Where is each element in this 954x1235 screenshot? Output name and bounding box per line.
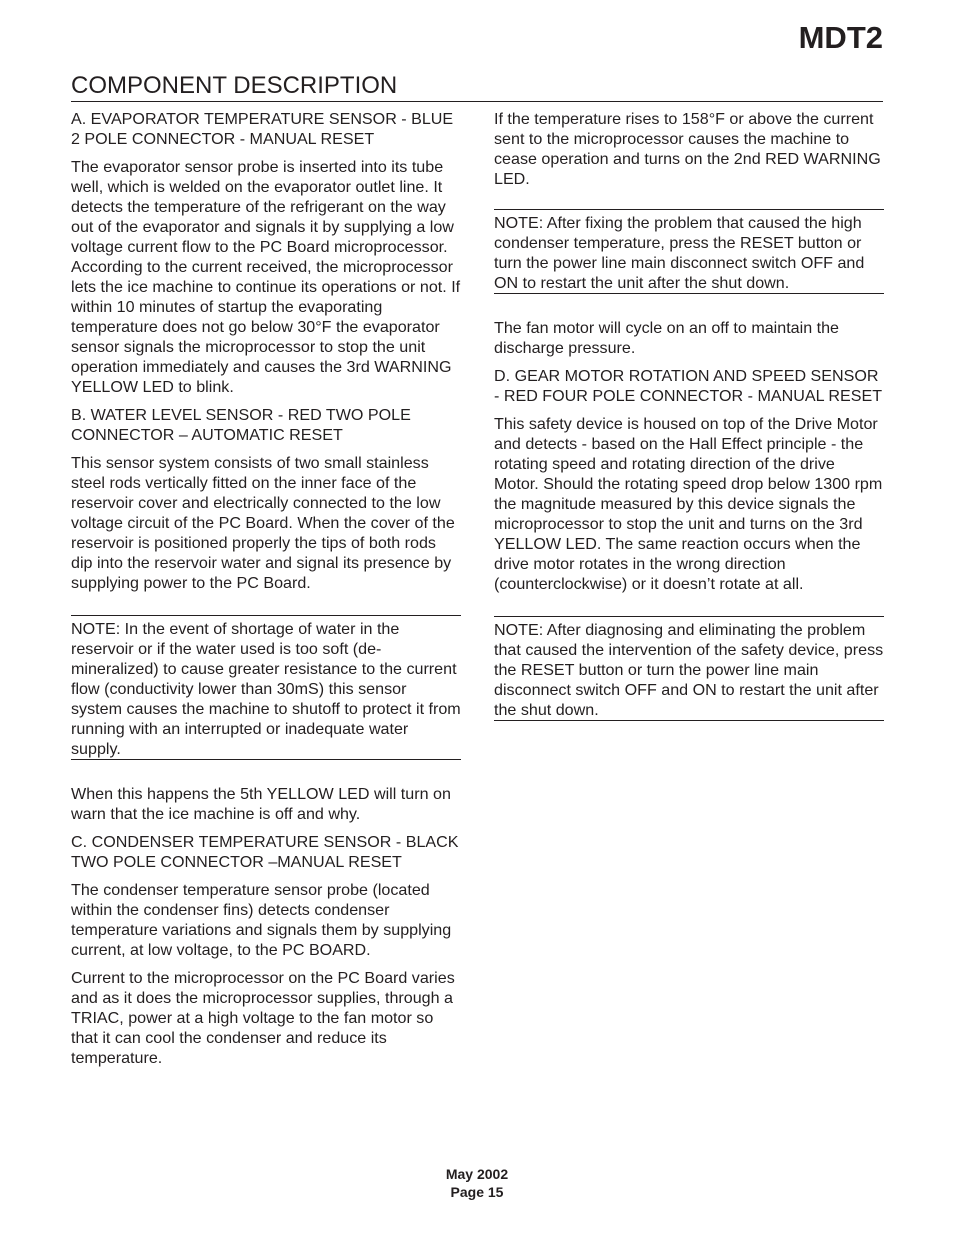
footer-page-number: Page 15: [450, 1184, 504, 1200]
page-footer: [0, 1165, 954, 1201]
section-c-body-1: The condenser temperature sensor probe (located within the condenser fins) detects condenser temperature variations and signals them by supplying current, at low voltage, to the PC BOARD.: [71, 881, 452, 959]
section-c-note-box: [494, 209, 884, 294]
section-c-body-2: Current to the microprocessor on the PC Board varies and as it does the microprocessor supplies, through a TRIAC, power at a high voltage to the fan motor so that it can cool the condenser and reduce its temperature.: [71, 969, 455, 1067]
section-b-note: NOTE: In the event of shortage of water in the reservoir or if the water used is too soft (de-mineralized) to cause greater resistance to the current flow (conductivity lower than 30mS) this sensor system causes the machine to shutoff to protect it from running with an interrupted or inadequate water supply.: [71, 620, 461, 758]
title-divider: [71, 101, 883, 102]
section-d-heading: D. GEAR MOTOR ROTATION AND SPEED SENSOR - RED FOUR POLE CONNECTOR - MANUAL RESET: [494, 367, 883, 405]
section-c-note: NOTE: After fixing the problem that caused the high condenser temperature, press the RESET button or turn the power line main disconnect switch OFF and ON to restart the unit after the shut down.: [494, 214, 865, 292]
section-c-heading: C. CONDENSER TEMPERATURE SENSOR - BLACK TWO POLE CONNECTOR –MANUAL RESET: [71, 833, 459, 871]
right-column: [494, 109, 884, 745]
section-d-note: NOTE: After diagnosing and eliminating the problem that caused the intervention of the safety device, press the RESET button or turn the power line main disconnect switch OFF and ON to restart the unit after the shut down.: [494, 621, 884, 719]
section-a-heading: A. EVAPORATOR TEMPERATURE SENSOR - BLUE 2 POLE CONNECTOR - MANUAL RESET: [71, 110, 454, 148]
section-a-body: The evaporator sensor probe is inserted into its tube well, which is welded on the evaporator outlet line. It detects the temperature of the refrigerant on the way out of the evaporator and signals it by supplying a low voltage current flow to the PC Board microprocessor. According to the current received, the microprocessor lets the ice machine to continue its operations or not. If within 10 minutes of startup the evaporating temperature does not go below 30°F the evaporator sensor signals the microprocessor to stop the unit operation immediately and causes the 3rd WARNING YELLOW LED to blink.: [71, 158, 461, 396]
left-column: [71, 109, 461, 1076]
section-b-after-note: When this happens the 5th YELLOW LED will turn on warn that the ice machine is off and why.: [71, 785, 451, 823]
section-c-body-3: If the temperature rises to 158°F or above the current sent to the microprocessor causes the machine to cease operation and turns on the 2nd RED WARNING LED.: [494, 110, 881, 188]
section-d-body: This safety device is housed on top of the Drive Motor and detects - based on the Hall Effect principle - the rotating speed and rotating direction of the drive Motor. Should the rotating speed drop below 1300 rpm the magnitude measured by this device signals the microprocessor to stop the unit and turns on the 3rd YELLOW LED. The same reaction occurs when the drive motor rotates in the wrong direction (counterclockwise) or it doesn’t rotate at all.: [494, 415, 883, 593]
section-b-note-box: [71, 615, 461, 760]
section-d-note-box: [494, 616, 884, 721]
section-b-body: This sensor system consists of two small stainless steel rods vertically fitted on the inner face of the reservoir cover and electrically connected to the low voltage circuit of the PC Board. When the cover of the reservoir is positioned properly the tips of both rods dip into the reservoir water and signal its presence by supplying power to the PC Board.: [71, 454, 455, 592]
model-number: MDT2: [798, 20, 883, 55]
section-title: COMPONENT DESCRIPTION: [71, 72, 398, 99]
footer-date: May 2002: [445, 1166, 509, 1182]
section-b-heading: B. WATER LEVEL SENSOR - RED TWO POLE CONNECTOR – AUTOMATIC RESET: [71, 406, 411, 444]
section-c-body-4: The fan motor will cycle on an off to maintain the discharge pressure.: [494, 319, 840, 357]
